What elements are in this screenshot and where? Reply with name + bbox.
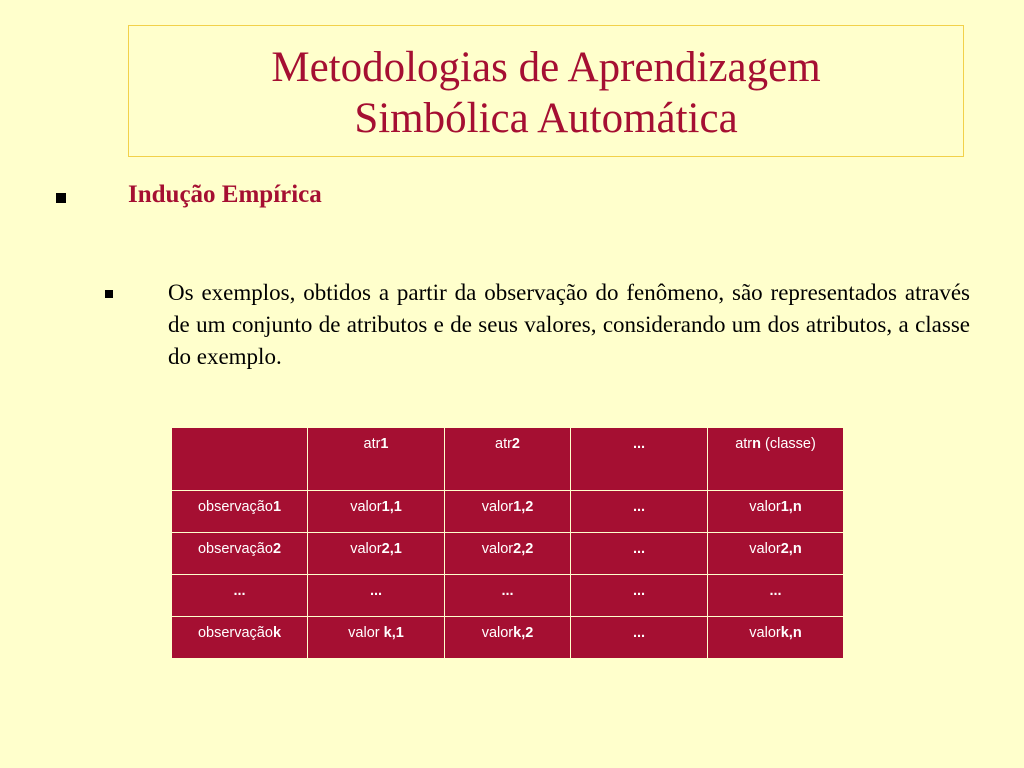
attributes-table <box>171 427 844 659</box>
table-cell: ... <box>571 575 708 617</box>
table-header-cell: atr2 <box>445 428 571 491</box>
table-cell: valor1,1 <box>308 491 445 533</box>
square-bullet-icon <box>105 290 113 298</box>
table-cell: valor1,2 <box>445 491 571 533</box>
table-cell: ... <box>445 575 571 617</box>
table-cell: ... <box>571 533 708 575</box>
table-cell: valor k,1 <box>308 617 445 659</box>
section-heading: Indução Empírica <box>128 181 322 208</box>
table-cell: valor2,2 <box>445 533 571 575</box>
table-cell: observaçãok <box>172 617 308 659</box>
table-header-row <box>172 428 844 491</box>
table-cell: observação1 <box>172 491 308 533</box>
table-cell: ... <box>308 575 445 617</box>
table-header-cell: ... <box>571 428 708 491</box>
table-header-cell <box>172 428 308 491</box>
table-row <box>172 491 844 533</box>
title-line-2: Simbólica Automática <box>354 95 738 142</box>
table-cell: valork,2 <box>445 617 571 659</box>
table-cell: valor1,n <box>708 491 844 533</box>
body-paragraph: Os exemplos, obtidos a partir da observação do fenômeno, são representados através de um conjunto de atributos e de seus valores, considerando um dos atributos, a classe do exemplo. <box>168 280 970 369</box>
slide-title <box>128 25 964 157</box>
table-cell: ... <box>571 617 708 659</box>
table-cell: observação2 <box>172 533 308 575</box>
table-cell: ... <box>172 575 308 617</box>
square-bullet-icon <box>56 193 66 203</box>
table-row <box>172 575 844 617</box>
table-cell: valork,n <box>708 617 844 659</box>
table-row <box>172 617 844 659</box>
table-row <box>172 533 844 575</box>
table-cell: ... <box>571 491 708 533</box>
table-cell: ... <box>708 575 844 617</box>
title-line-1: Metodologias de Aprendizagem <box>271 44 821 91</box>
table-header-cell: atr1 <box>308 428 445 491</box>
table-cell: valor2,n <box>708 533 844 575</box>
table-header-cell: atrn (classe) <box>708 428 844 491</box>
table-cell: valor2,1 <box>308 533 445 575</box>
